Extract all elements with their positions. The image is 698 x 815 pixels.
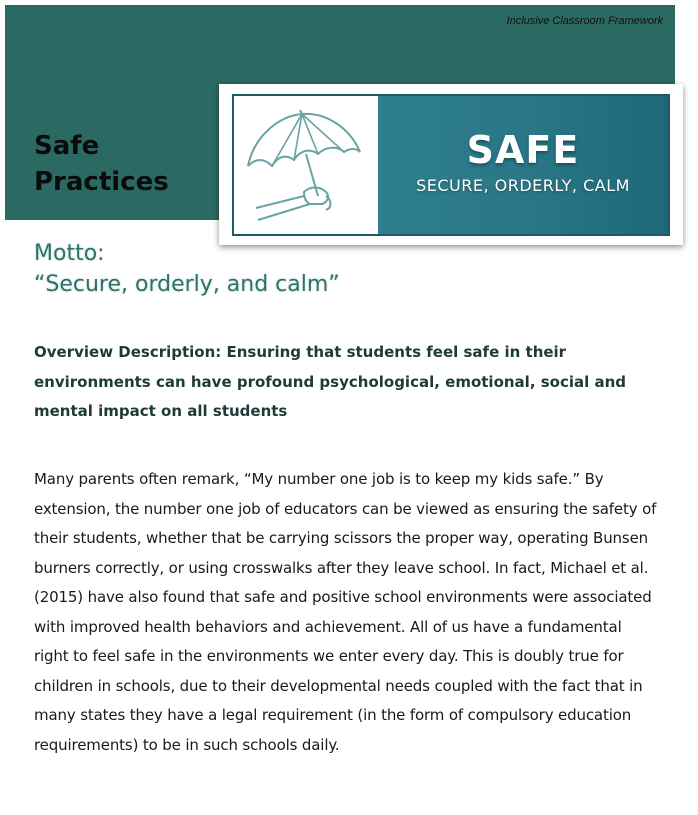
banner-word: SAFE (466, 128, 580, 172)
section-title-line1: Safe (34, 131, 100, 161)
motto-text: “Secure, orderly, and calm” (34, 272, 340, 297)
safe-banner (219, 84, 683, 245)
motto-label: Motto: (34, 241, 105, 266)
framework-label: Inclusive Classroom Framework (506, 15, 663, 27)
banner-text-panel (378, 96, 668, 234)
section-title (34, 128, 169, 200)
banner-frame (232, 94, 670, 236)
overview-description: Overview Description: Ensuring that students feel safe in their environments can have profound psychological, emotional, social and mental impact on all students (34, 343, 627, 420)
body-paragraph: Many parents often remark, “My number one job is to keep my kids safe.” By extension, the number one job of educators can be viewed as ensuring the safety of their students, whether that be carrying scissors the proper way, operating Bunsen burners correctly, or using crosswalks after they leave school. In fact, Michael et al. (2015) have also found that safe and positive school environments were associated with improved health behaviors and achievement. All of us have a fundamental right to feel safe in the environments we enter every day. This is doubly true for children in schools, due to their developmental needs coupled with the fact that in many states they have a legal requirement (in the form of compulsory education requirements) to be in such schools daily. (34, 470, 657, 754)
motto (34, 238, 340, 300)
section-title-line2: Practices (34, 167, 169, 197)
banner-subtitle: SECURE, ORDERLY, CALM (416, 176, 630, 195)
umbrella-hand-icon (234, 96, 378, 234)
